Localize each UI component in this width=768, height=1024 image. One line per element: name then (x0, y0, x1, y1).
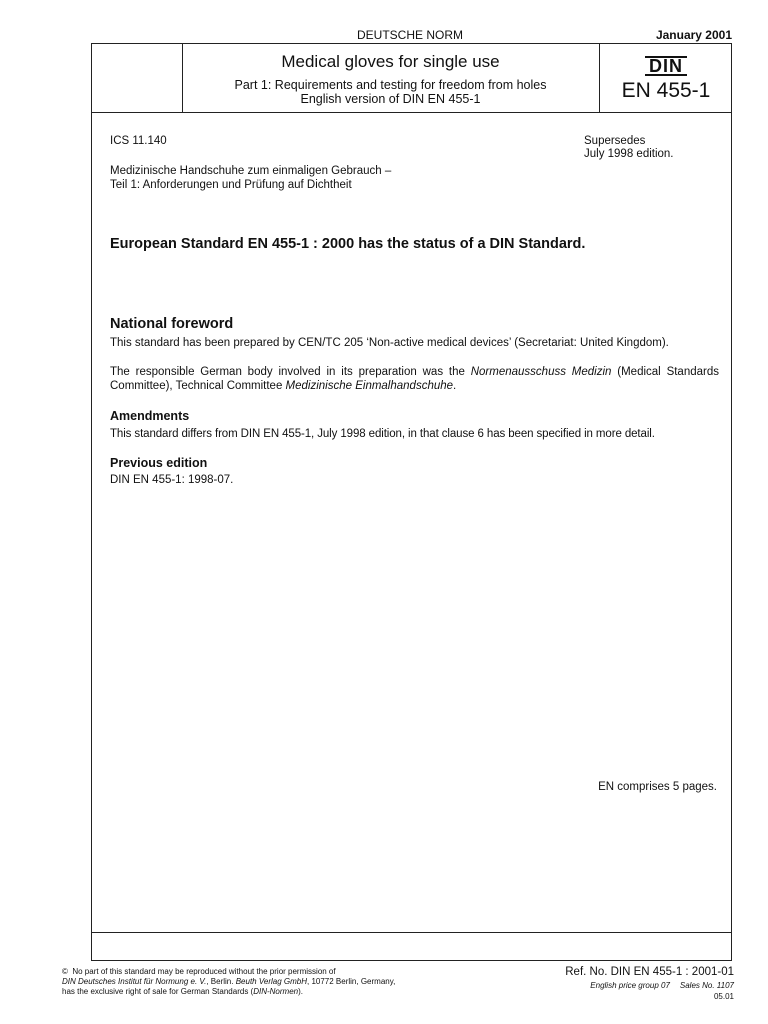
price-and-sales (590, 981, 734, 990)
status-statement: European Standard EN 455-1 : 2000 has the status of a DIN Standard. (110, 236, 586, 252)
page-count: EN comprises 5 pages. (598, 781, 717, 793)
subtitle-line-1: Part 1: Requirements and testing for freedom from holes (234, 78, 547, 92)
previous-edition-text: DIN EN 455-1: 1998-07. (110, 474, 234, 486)
reference-number: Ref. No. DIN EN 455-1 : 2001-01 (565, 966, 734, 978)
copyright-line-1 (62, 967, 395, 977)
copyright-text-3-end: ). (298, 987, 303, 996)
national-foreword-heading: National foreword (110, 316, 234, 332)
para2-technical-committee: Medizinische Einmalhandschuhe (285, 379, 454, 392)
national-foreword-para-1: This standard has been prepared by CEN/TC 205 ‘Non-active medical devices’ (Secretariat: United Kingdom). (110, 337, 669, 349)
amendments-heading: Amendments (110, 409, 190, 423)
subtitle-line-2: English version of DIN EN 455-1 (300, 92, 481, 106)
supersedes-line-2: July 1998 edition. (584, 148, 674, 160)
german-title-line-1: Medizinische Handschuhe zum einmaligen Gebrauch – (110, 165, 392, 177)
copyright-text-1: No part of this standard may be reproduced without the prior permission of (72, 967, 336, 976)
document-subtitle (182, 78, 599, 106)
supersedes-note (584, 135, 674, 161)
para2-text-mid: (Medical Standards Committee), Technical Committee (110, 366, 719, 392)
para2-committee-name: Normenausschuss Medizin (470, 366, 612, 378)
german-title-line-2: Teil 1: Anforderungen und Prüfung auf Dichtheit (110, 178, 352, 191)
din-normen-term: DIN-Normen (253, 987, 299, 996)
copyright-line-2 (62, 977, 395, 987)
header-din-cell (600, 44, 732, 112)
document-frame (91, 43, 732, 961)
para2-text-start: The responsible German body involved in its preparation was the (110, 366, 471, 378)
supersedes-line-1: Supersedes (584, 135, 646, 147)
previous-edition-heading: Previous edition (110, 456, 208, 470)
copyright-symbol: © (62, 967, 68, 976)
header-block (92, 44, 731, 113)
publication-date: January 2001 (655, 28, 732, 42)
header-left-cell (92, 44, 183, 112)
beuth-verlag-name: Beuth Verlag GmbH (235, 977, 307, 986)
din-logo: DIN (645, 56, 687, 76)
amendments-text: This standard differs from DIN EN 455-1, July 1998 edition, in that clause 6 has been specified in more detail. (110, 428, 655, 440)
header-title-cell (182, 44, 600, 112)
din-number: EN 455-1 (621, 79, 711, 102)
copyright-text-2b: , 10772 Berlin, Germany, (307, 977, 396, 986)
national-foreword-para-2 (110, 366, 719, 393)
sales-number: Sales No. 1107 (679, 981, 734, 990)
copyright-text-2a: , Berlin. (206, 977, 236, 986)
copyright-line-3 (62, 987, 395, 997)
norm-label: DEUTSCHE NORM (356, 28, 463, 42)
price-group: English price group 07 (590, 981, 670, 990)
german-title (110, 165, 717, 192)
din-institute-name: DIN Deutsches Institut für Normung e. V. (62, 977, 207, 986)
copyright-notice (62, 967, 395, 997)
para2-text-end: . (453, 379, 457, 392)
document-title: Medical gloves for single use (281, 52, 500, 71)
print-date: 05.01 (713, 992, 734, 1001)
bottom-divider (92, 932, 731, 933)
copyright-text-3: has the exclusive right of sale for German Standards ( (62, 987, 254, 996)
ics-code: ICS 11.140 (110, 135, 167, 147)
